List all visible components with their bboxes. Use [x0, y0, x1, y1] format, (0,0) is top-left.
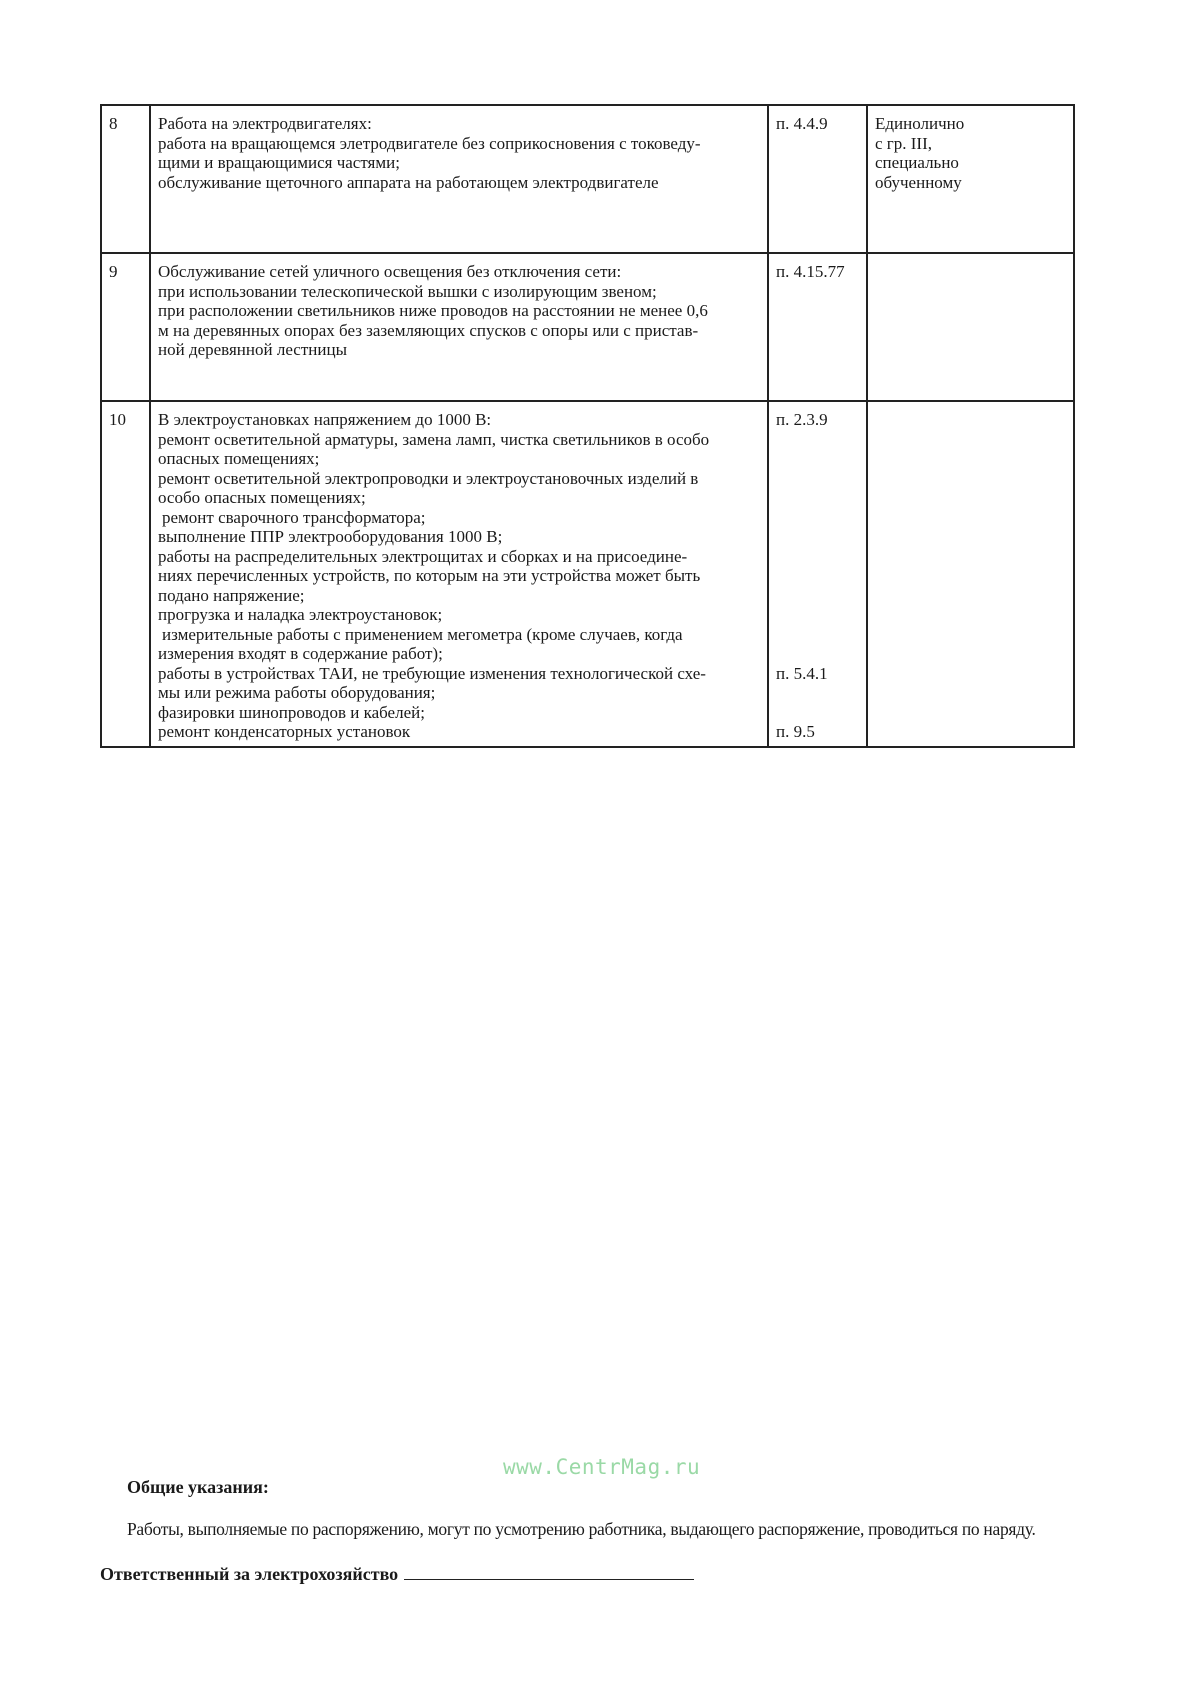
- description-line: м на деревянных опорах без заземляющих спусков с опоры или с пристав-: [158, 320, 699, 340]
- description-line: работы в устройствах ТАИ, не требующие изменения технологической схе-: [158, 663, 706, 683]
- work-description: [150, 105, 768, 253]
- performer-note: [867, 401, 1074, 747]
- note-line: обученному: [875, 172, 962, 192]
- note-line: специально: [875, 153, 959, 172]
- table-row: [101, 401, 1074, 747]
- description-line: щими и вращающимися частями;: [158, 153, 400, 172]
- signature-block: [100, 1561, 694, 1585]
- description-line: ремонт осветительной электропроводки и электроустановочных изделий в: [158, 468, 699, 488]
- table-row: [101, 253, 1074, 401]
- description-line: В электроустановках напряжением до 1000 В:: [158, 410, 492, 429]
- clause-reference: [768, 253, 867, 401]
- reference-line: п. 9.5: [776, 722, 815, 741]
- description-line: выполнение ППР электрооборудования 1000 В;: [158, 527, 503, 546]
- description-line: прогрузка и наладка электроустановок;: [158, 605, 443, 624]
- description-line: мы или режима работы оборудования;: [158, 683, 436, 702]
- work-description: [150, 401, 768, 747]
- description-line: работа на вращающемся элетродвигателе без соприкосновения с токоведу-: [158, 133, 701, 153]
- description-line: измерения входят в содержание работ);: [158, 644, 443, 663]
- work-table: [100, 104, 1075, 748]
- row-number: 8: [101, 105, 150, 253]
- description-line: подано напряжение;: [158, 585, 305, 605]
- description-line: измерительные работы с применением мегометра (кроме случаев, когда: [162, 624, 683, 644]
- description-line: обслуживание щеточного аппарата на работающем электродвигателе: [158, 172, 659, 192]
- performer-note: [867, 253, 1074, 401]
- general-notes-text: Работы, выполняемые по распоряжению, могут по усмотрению работника, выдающего распоряжение, проводиться по наряду.: [127, 1519, 1036, 1539]
- description-line: ремонт сварочного трансформатора;: [162, 507, 426, 527]
- watermark: www.CentrMag.ru: [503, 1455, 701, 1479]
- description-line: Обслуживание сетей уличного освещения без отключения сети:: [158, 262, 622, 281]
- description-line: фазировки шинопроводов и кабелей;: [158, 702, 425, 722]
- performer-note: [867, 105, 1074, 253]
- reference-line: п. 4.4.9: [776, 114, 828, 133]
- row-number: 9: [101, 253, 150, 401]
- note-line: с гр. III,: [875, 133, 933, 153]
- description-line: ной деревянной лестницы: [158, 340, 347, 359]
- signature-line: [404, 1561, 694, 1580]
- description-line: ремонт осветительной арматуры, замена ламп, чистка светильников в особо: [158, 429, 710, 449]
- description-line: Работа на электродвигателях:: [158, 114, 372, 133]
- note-line: Единолично: [875, 114, 965, 133]
- work-description: [150, 253, 768, 401]
- description-line: ниях перечисленных устройств, по которым на эти устройства может быть: [158, 566, 701, 585]
- reference-line: п. 2.3.9: [776, 410, 828, 429]
- clause-reference: [768, 105, 867, 253]
- description-line: особо опасных помещениях;: [158, 488, 366, 507]
- row-number: 10: [101, 401, 150, 747]
- reference-line: п. 5.4.1: [776, 663, 828, 683]
- description-line: ремонт конденсаторных установок: [158, 722, 411, 741]
- description-line: работы на распределительных электрощитах и сборках и на присоедине-: [158, 546, 688, 566]
- signature-label: Ответственный за электрохозяйство: [100, 1564, 399, 1584]
- description-line: опасных помещениях;: [158, 449, 320, 468]
- reference-line: п. 4.15.77: [776, 262, 845, 281]
- general-notes-heading: Общие указания:: [127, 1477, 269, 1497]
- table-row: [101, 105, 1074, 253]
- clause-reference: [768, 401, 867, 747]
- description-line: при использовании телескопической вышки с изолирующим звеном;: [158, 281, 657, 301]
- description-line: при расположении светильников ниже проводов на расстоянии не менее 0,6: [158, 301, 708, 320]
